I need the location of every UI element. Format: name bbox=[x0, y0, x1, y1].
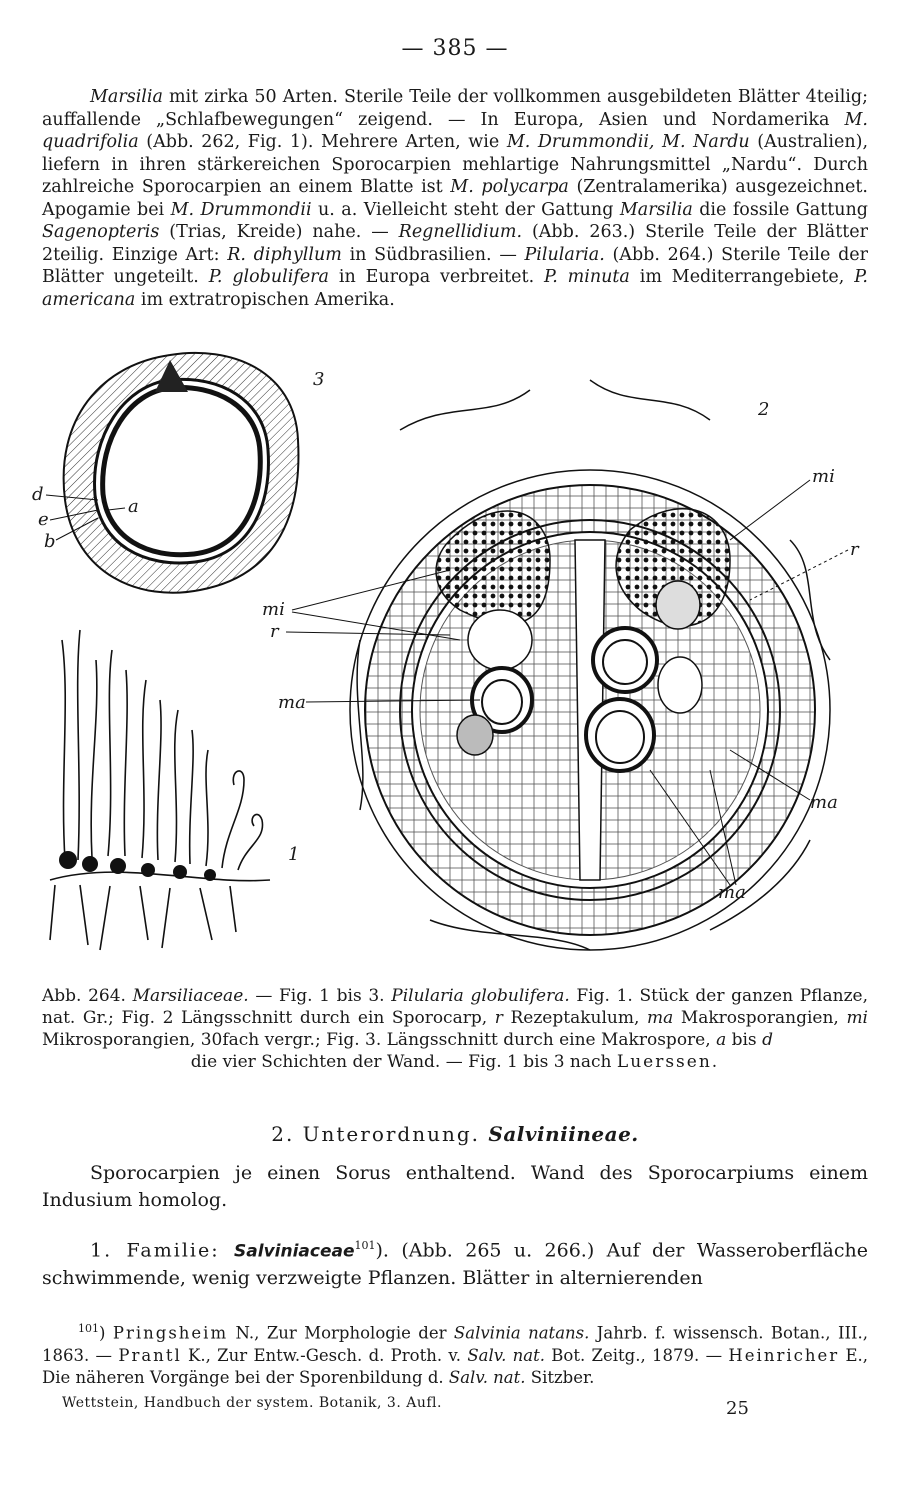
sheet-number: 25 bbox=[726, 1398, 749, 1419]
fig1-plant bbox=[50, 630, 270, 950]
figure-caption: Abb. 264. Marsiliaceae. — Fig. 1 bis 3. Pilularia globulifera. Fig. 1. Stück der ganzen Pflanze, nat. Gr.; Fig. 2 Längsschnitt durch ein Sporocarp, r Rezeptakulum, ma Makrosporangien, mi Mikrosporangien, 30fach vergr.; Fig. 3. Längsschnitt durch eine Makrospore, a bis d die vier Schichten der Wand. — Fig. 1 bis 3 nach Luerssen. bbox=[42, 986, 869, 1072]
label-ma-left: ma bbox=[278, 692, 306, 713]
label-mi-right: mi bbox=[812, 466, 835, 487]
fig2-sporocarp bbox=[350, 380, 830, 950]
section-heading: 2. Unterordnung. Salviniineae. bbox=[271, 1122, 639, 1146]
footnote: $^{101}$) Pringsheim N., Zur Morphologie der Salvinia natans. Jahrb. f. wissensch. Botan., III., 1863. — Prantl K., Zur Entw.-Gesch. d. Proth. v. Salv. nat. Bot. Zeitg., 1879. — Heinricher E., Die näheren Vorgänge bei der Sporenbildung d. Salv. nat. Sitzber. bbox=[42, 1322, 868, 1387]
fig3-macrospore bbox=[64, 353, 299, 593]
paragraph-sporocarps: Sporocarpien je einen Sorus enthaltend. Wand des Sporocarpiums einem Indusium homolog. bbox=[42, 1162, 868, 1211]
label-ma-right: ma bbox=[810, 792, 838, 813]
label-b: b bbox=[44, 531, 56, 552]
intro-paragraph: Marsilia mit zirka 50 Arten. Sterile Teile der vollkommen ausgebildeten Blätter 4teilig; auffallende „Schlafbewegungen“ zeigend. — In Europa, Asien und Nordamerika M. quadrifolia (Abb. 262, Fig. 1). Mehrere Arten, wie M. Drummondii, M. Nardu (Australien), liefern in ihren stärkereichen Sporocarpien mehlartige Nahrungsmittel „Nardu“. Durch zahlreiche Sporocarpien an einem Blatte ist M. polycarpa (Zentralamerika) ausgezeichnet. Apogamie bei M. Drummondii u. a. Vielleicht steht der Gattung Marsilia die fossile Gattung Sagenopteris (Trias, Kreide) nahe. — Regnellidium. (Abb. 263.) Sterile Teile der Blätter 2teilig. Einzige Art: R. diphyllum in Südbrasilien. — Pilularia. (Abb. 264.) Sterile Teile der Blätter ungeteilt. P. globulifera in Europa verbreitet. P. minuta im Mediterrangebiete, P. americana im extratropischen Amerika. bbox=[42, 87, 869, 310]
label-a: a bbox=[128, 496, 139, 517]
label-ma-bottom: ma bbox=[718, 882, 746, 903]
label-r-right: r bbox=[850, 539, 859, 560]
book-signature: Wettstein, Handbuch der system. Botanik, 3. Aufl. bbox=[62, 1395, 442, 1411]
paragraph-family: 1. Familie: Salviniaceae$^{101}$). (Abb. 265 u. 266.) Auf der Wasseroberfläche schwimmende, wenig verzweigte Pflanzen. Blätter in alternierenden bbox=[42, 1239, 868, 1290]
label-e: e bbox=[38, 509, 49, 530]
label-d: d bbox=[32, 484, 44, 505]
page-number: — 385 — bbox=[401, 36, 509, 61]
label-mi-left: mi bbox=[262, 599, 285, 620]
figure-illustration bbox=[30, 340, 880, 970]
label-fig3: 3 bbox=[313, 369, 325, 390]
label-fig2: 2 bbox=[758, 399, 770, 420]
label-r-left: r bbox=[270, 621, 279, 642]
label-fig1: 1 bbox=[288, 844, 300, 865]
fig1-sporocarps bbox=[59, 851, 216, 881]
